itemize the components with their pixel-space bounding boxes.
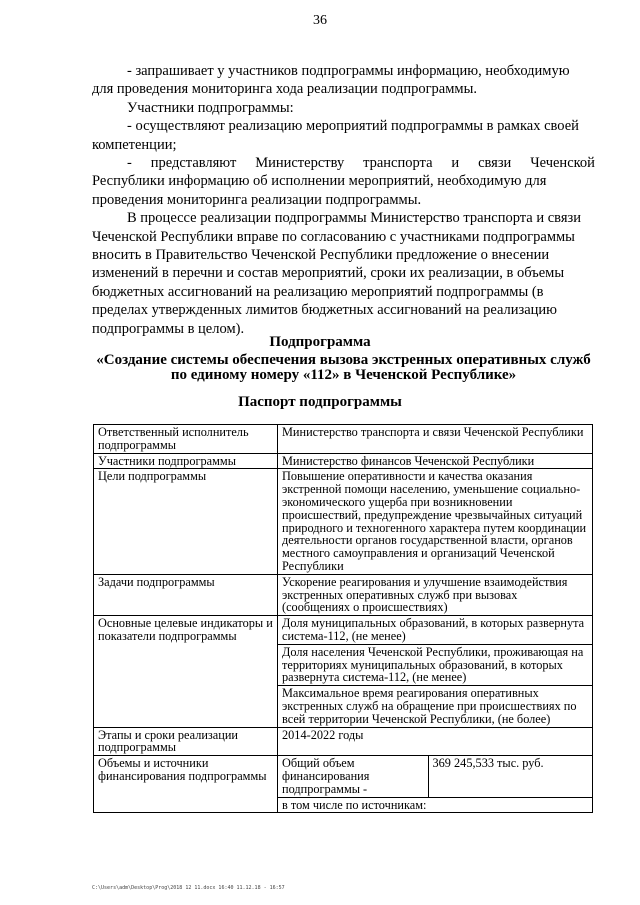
indicator-item: Доля муниципальных образований, в которых развернута система-112, (не менее): [282, 616, 585, 643]
subprogram-heading: Подпрограмма: [269, 334, 371, 350]
footer-file-path: C:\Users\adm\Desktop\Prog\2018 12 11.docx 16:40 11.12.18 - 16:57: [92, 885, 285, 891]
paragraph-line: подпрограммы в целом).: [92, 320, 245, 337]
funding-total-label: Общий объем финансирования подпрограммы -: [282, 756, 370, 796]
row-value: 2014-2022 годы: [278, 727, 593, 756]
row-label: Этапы и сроки реализации подпрограммы: [94, 727, 278, 756]
table-row: [94, 756, 593, 813]
row-label: Участники подпрограммы: [94, 453, 278, 469]
row-label: Основные целевые индикаторы и показатели подпрограммы: [94, 616, 278, 727]
row-label: Задачи подпрограммы: [94, 574, 278, 615]
row-label: Объемы и источники финансирования подпрограммы: [94, 756, 278, 813]
paragraph-line: вносить в Правительство Чеченской Республики предложение о внесении: [92, 247, 550, 264]
indicators-list: [278, 616, 592, 726]
word: и: [451, 155, 460, 172]
table-row: [94, 453, 593, 469]
paragraph-line: для проведения мониторинга хода реализации подпрограммы.: [92, 81, 477, 98]
paragraph-line: В процессе реализации подпрограммы Министерство транспорта и связи: [127, 210, 581, 227]
paragraph-line: - осуществляют реализацию мероприятий подпрограммы в рамках своей: [127, 118, 579, 135]
table-row: [94, 574, 593, 615]
indicators-cell: [278, 616, 593, 727]
row-label: Ответственный исполнитель подпрограммы: [94, 425, 278, 454]
funding-cell: [278, 756, 593, 813]
paragraph-line: изменений в перечни и состав мероприятий, сроки их реализации, в объемы: [92, 265, 565, 282]
paragraph-line: Участники подпрограммы:: [127, 99, 294, 116]
page-number: 36: [313, 13, 327, 28]
paragraph-line: Республики информацию об исполнении мероприятий, необходимую для: [92, 173, 547, 190]
funding-sources-label: в том числе по источникам:: [278, 797, 592, 812]
row-value: Повышение оперативности и качества оказания экстренной помощи населению, уменьшение социально-экономического ущерба при возникновении происшествий, предупреждение чрезвычайных ситуаций природного и техногенного характера путем координации деятельности органов государственной власти, органов местного самоуправления и организаций Чеченской Республики: [278, 469, 593, 574]
subprogram-name: «Создание системы обеспечения вызова экстренных оперативных служб по единому номеру «112» в Чеченской Республике»: [96, 352, 591, 383]
indicator-item: Доля населения Чеченской Республики, проживающая на территориях муниципальных образований, в которых развернута система-112, (не менее): [278, 644, 592, 685]
table-row: [94, 425, 593, 454]
row-value: Ускорение реагирования и улучшение взаимодействия экстренных оперативных служб при вызовах (сообщениях о происшествиях): [278, 574, 593, 615]
table-row: [94, 469, 593, 574]
table-row: [94, 616, 593, 727]
row-label: Цели подпрограммы: [94, 469, 278, 574]
paragraph-line-spread: [92, 154, 595, 172]
passport-table: [93, 424, 593, 813]
passport-heading: Паспорт подпрограммы: [238, 394, 402, 410]
word: связи: [478, 155, 512, 172]
paragraph-line: Чеченской Республики вправе по согласованию с участниками подпрограммы: [92, 228, 575, 245]
paragraph-line: компетенции;: [92, 136, 177, 153]
paragraph-line: бюджетных ассигнований на реализацию мероприятий подпрограммы (в: [92, 283, 544, 300]
word: Министерству: [255, 155, 345, 172]
word: -: [127, 155, 132, 172]
paragraph-line: проведения мониторинга реализации подпрограммы.: [92, 191, 422, 208]
table-row: [94, 727, 593, 756]
word: транспорта: [363, 155, 433, 172]
row-value: Министерство финансов Чеченской Республики: [278, 453, 593, 469]
funding-table: [278, 756, 592, 812]
paragraph-line: - запрашивает у участников подпрограммы информацию, необходимую: [127, 63, 570, 79]
paragraph-line: пределах утвержденных лимитов бюджетных ассигнований на реализацию: [92, 302, 558, 319]
body-text: [92, 62, 595, 338]
funding-total-value: 369 245,533 тыс. руб.: [428, 756, 592, 797]
word: представляют: [150, 155, 237, 172]
word: Чеченской: [530, 155, 595, 172]
row-value: Министерство транспорта и связи Чеченской Республики: [278, 425, 593, 454]
indicator-item: Максимальное время реагирования оперативных экстренных служб на обращение при происшествиях по всей территории Чеченской Республики, (не более): [278, 686, 592, 727]
